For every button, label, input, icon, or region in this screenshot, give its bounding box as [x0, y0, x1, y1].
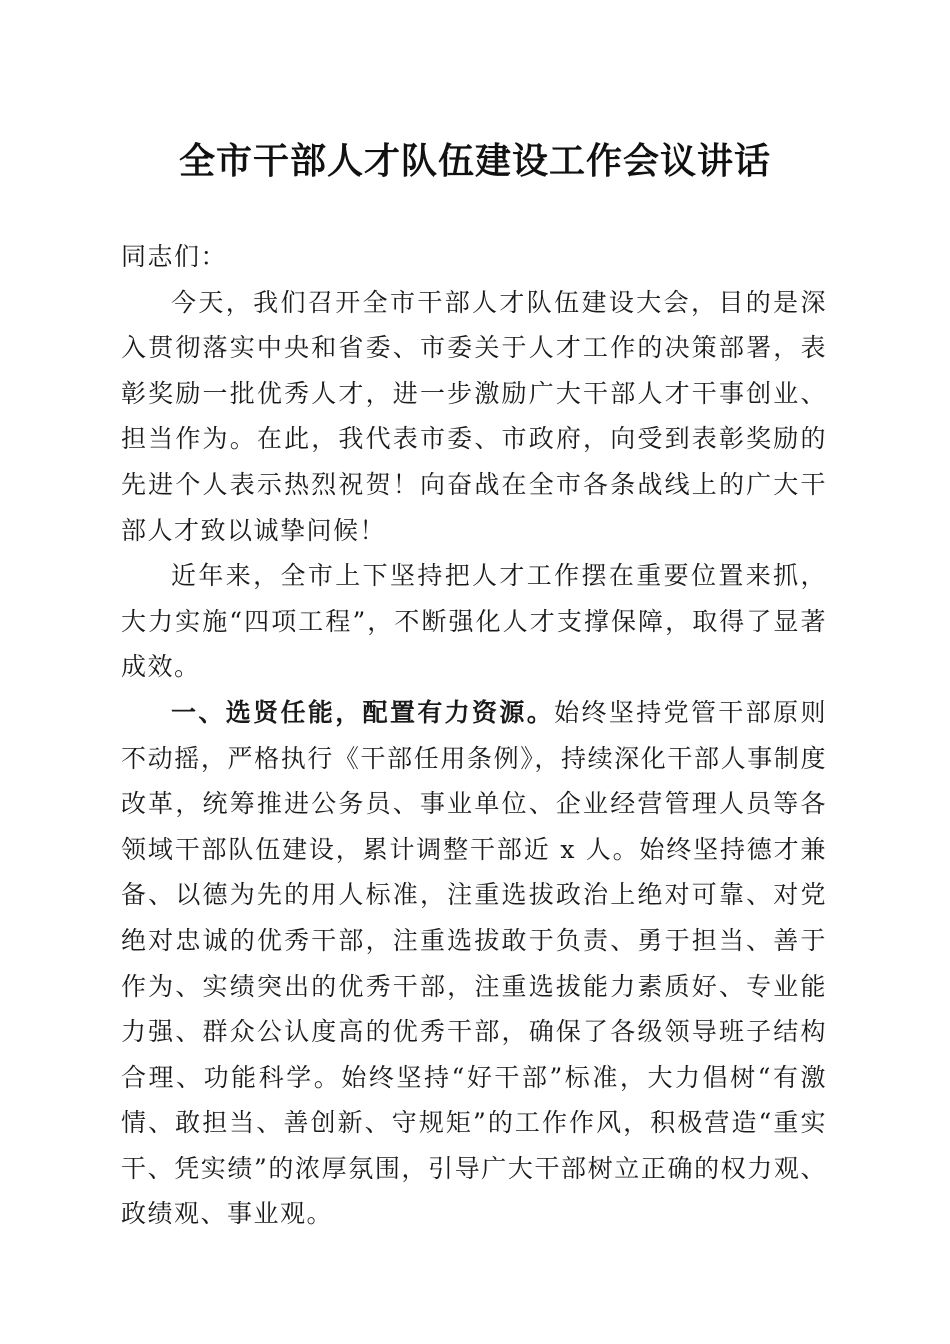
document-title: 全市干部人才队伍建设工作会议讲话: [178, 140, 771, 182]
salutation: 同志们：: [121, 242, 228, 271]
document-body: [121, 234, 827, 1237]
paragraph-section-1: [121, 690, 827, 1237]
paragraph-opening: 今天，我们召开全市干部人才队伍建设大会，目的是深入贯彻落实中央和省委、市委关于人才工作的决策部署，表彰奖励一批优秀人才，进一步激励广大干部人才干事创业、担当作为。在此，我代表市委、市政府，向受到表彰奖励的先进个人表示热烈祝贺！向奋战在全市各条战线上的广大干部人才致以诚挚问候！: [121, 287, 827, 545]
paragraph-achievements: 近年来，全市上下坚持把人才工作摆在重要位置来抓，大力实施“四项工程”，不断强化人才支撑保障，取得了显著成效。: [121, 561, 827, 682]
section-1-heading: 一、选贤任能，配置有力资源。: [171, 697, 555, 727]
section-1-body: 始终坚持党管干部原则不动摇，严格执行《干部任用条例》，持续深化干部人事制度改革，统筹推进公务员、事业单位、企业经营管理人员等各领域干部队伍建设，累计调整干部近 x 人。始终坚持德才兼备、以德为先的用人标准，注重选拔政治上绝对可靠、对党绝对忠诚的优秀干部，注重选拔敢于负责、勇于担当、善于作为、实绩突出的优秀干部，注重选拔能力素质好、专业能力强、群众公认度高的优秀干部，确保了各级领导班子结构合理、功能科学。始终坚持“好干部”标准，大力倡树“有激情、敢担当、善创新、守规矩”的工作作风，积极营造“重实干、凭实绩”的浓厚氛围，引导广大干部树立正确的权力观、政绩观、事业观。: [121, 697, 827, 1229]
